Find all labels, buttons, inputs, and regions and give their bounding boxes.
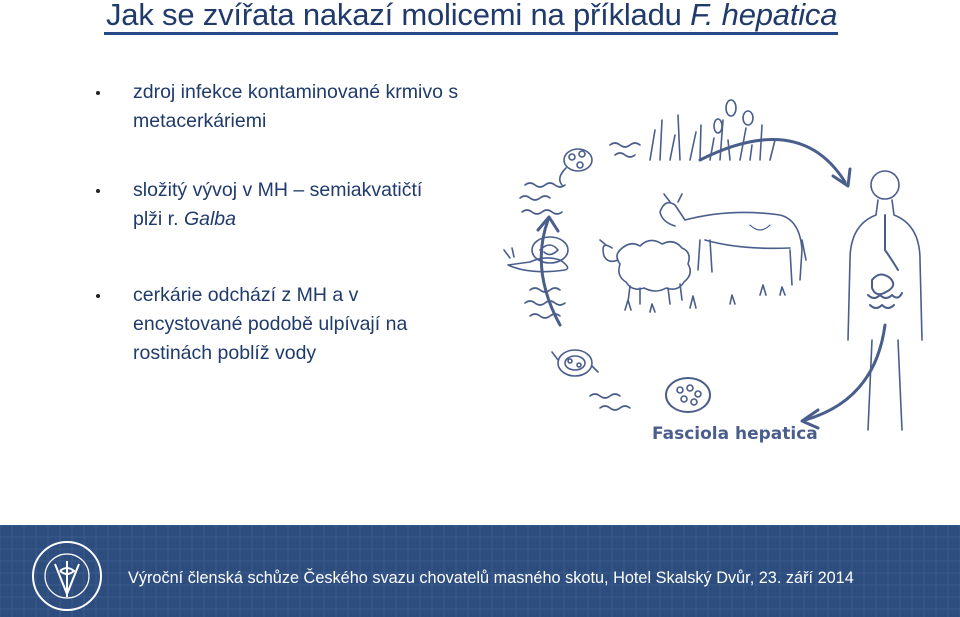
bullet-dot	[96, 294, 100, 298]
bullet-line: metacerkáriemi	[133, 110, 267, 132]
human-icon	[848, 171, 922, 430]
bullet-line: rostinách poblíž vody	[133, 342, 317, 364]
redia-icon	[560, 149, 592, 185]
cow-icon	[660, 194, 806, 285]
title-prefix: Jak se zvířata nakazí molicemi na příkladu	[106, 0, 691, 32]
life-cycle-diagram	[500, 90, 940, 455]
grass-icon	[650, 100, 775, 160]
egg-icon	[666, 378, 710, 412]
diagram-caption: Fasciola hepatica	[652, 424, 818, 444]
university-seal-icon	[30, 539, 104, 613]
title-underline	[104, 32, 838, 35]
cycle-arrow-left	[541, 220, 560, 325]
grass-tuft-icon	[625, 285, 785, 312]
slide-title	[106, 0, 837, 33]
genus-name: Galba	[183, 208, 236, 230]
footer-text: Výroční členská schůze Českého svazu chovatelů masného skotu, Hotel Skalský Dvůr, 23. září 2014	[128, 569, 854, 587]
water-waves-icon	[520, 143, 640, 410]
bullet-line-prefix: plži r.	[133, 208, 184, 230]
bullet-line: zdroj infekce kontaminované krmivo s	[133, 81, 459, 103]
bullet-dot	[96, 91, 100, 95]
cycle-arrow-right	[805, 325, 885, 420]
bullet-dot	[96, 189, 100, 193]
bullet-line	[133, 205, 493, 234]
bullet-line: cerkárie odchází z MH a v	[133, 284, 359, 306]
bullet-line: složitý vývoj v MH – semiakvatičtí	[133, 179, 423, 201]
title-species: F. hepatica	[690, 0, 838, 32]
metacercaria-icon	[552, 350, 598, 376]
sheep-icon	[600, 240, 690, 304]
snail-icon	[504, 237, 568, 272]
bullet-line: encystované podobě ulpívají na	[133, 313, 408, 335]
footer-bar	[0, 525, 960, 617]
